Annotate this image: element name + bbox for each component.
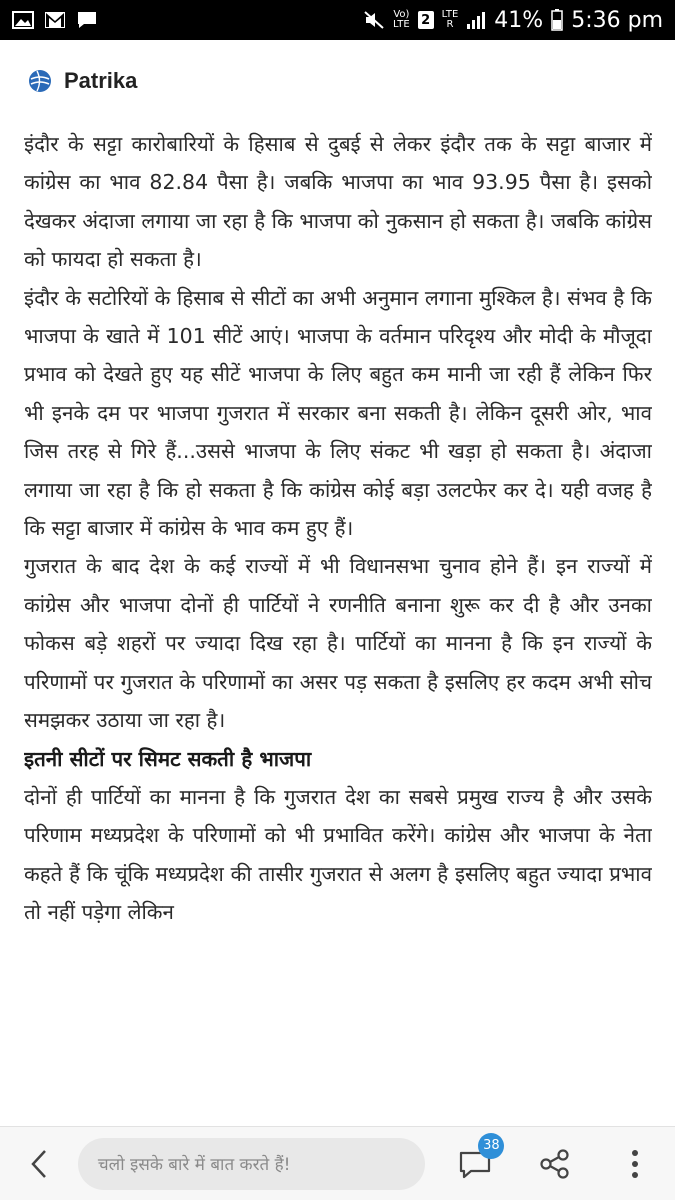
lte-indicator: LTE R <box>441 9 459 30</box>
comments-button[interactable] <box>435 1127 515 1201</box>
article-paragraph: दोनों ही पार्टियों का मानना है कि गुजरात देश का सबसे प्रमुख राज्य है और उसके परिणाम मध्यप्रदेश के परिणामों को भी प्रभावित करेंगे। कांग्रेस और भाजपा के नेता कहते हैं कि चूंकि मध्यप्रदेश की तासीर गुजरात से अलग है इसलिए बहुत ज्यादा प्रभाव तो नहीं पड़ेगा लेकिन <box>24 784 652 925</box>
gmail-icon <box>44 11 66 29</box>
back-button[interactable] <box>0 1127 78 1201</box>
article-paragraph: गुजरात के बाद देश के कई राज्यों में भी विधानसभा चुनाव होने हैं। इन राज्यों में कांग्रेस और भाजपा दोनों ही पार्टियों ने रणनीति बनाना शुरू कर दी है और उनका फोकस बड़े शहरों पर ज्यादा दिख रहा है। पार्टियों का मानना है कि इन राज्यों के परिणामों पर गुजरात के परिणामों का असर पड़ सकता है इसलिए हर कदम अभी सोच समझकर उठाया जा रहा है। <box>24 554 652 733</box>
clock: 5:36 pm <box>571 7 663 33</box>
comment-count-badge: 38 <box>478 1133 504 1159</box>
message-icon <box>76 10 98 30</box>
system-status <box>363 8 663 33</box>
article-paragraph: इंदौर के सटोरियों के हिसाब से सीटों का अभी अनुमान लगाना मुश्किल है। संभव है कि भाजपा के खाते में 101 सीटें आएं। भाजपा के वर्तमान परिदृश्य और मोदी के मौजूदा प्रभाव को देखते हुए यह सीटें भाजपा के लिए बहुत कम मानी जा रही हैं लेकिन फिर भी इनके दम पर भाजपा गुजरात में सरकार बना सकती है। लेकिन दूसरी ओर, भाव जिस तरह से गिरे हैं...उससे भाजपा के लिए संकट भी खड़ा हो सकता है। अंदाजा लगाया जा रहा है कि हो सकता है कि कांग्रेस कोई बड़ा उलटफेर कर दे। यही वजह है कि सट्टा बाजार में कांग्रेस के भाव कम हुए हैं। <box>24 285 652 541</box>
status-bar <box>0 0 675 40</box>
mute-icon <box>363 10 385 30</box>
notification-icons <box>12 10 98 30</box>
back-arrow-icon <box>29 1148 49 1180</box>
volte-indicator: Vo) LTE <box>393 9 410 30</box>
share-button[interactable] <box>515 1127 595 1201</box>
article-paragraph: इंदौर के सट्टा कारोबारियों के हिसाब से दुबई से लेकर इंदौर तक के सट्टा बाजार में कांग्रेस का भाव 82.84 पैसा है। जबकि भाजपा का भाव 93.95 पैसा है। इसको देखकर अंदाजा लगाया जा रहा है कि भाजपा को नुकसान हो सकता है। जबकि कांग्रेस को फायदा हो सकता है। <box>24 132 652 272</box>
battery-percent: 41% <box>494 7 544 33</box>
battery-icon <box>551 9 563 31</box>
signal-icon <box>466 10 486 30</box>
more-options-button[interactable] <box>595 1127 675 1201</box>
globe-logo-icon <box>28 69 52 93</box>
article-body <box>24 125 652 1125</box>
share-icon <box>538 1148 572 1180</box>
sim-slot-badge: 2 <box>418 11 434 29</box>
bottom-action-bar <box>0 1126 675 1200</box>
more-vertical-icon <box>631 1149 639 1179</box>
comment-input[interactable]: चलो इसके बारे में बात करते हैं! <box>78 1138 426 1190</box>
publisher-header <box>0 40 675 122</box>
article-subheading: इतनी सीटों पर सिमट सकती है भाजपा <box>24 746 312 771</box>
publisher-name[interactable]: Patrika <box>64 68 138 93</box>
gallery-icon <box>12 10 34 30</box>
